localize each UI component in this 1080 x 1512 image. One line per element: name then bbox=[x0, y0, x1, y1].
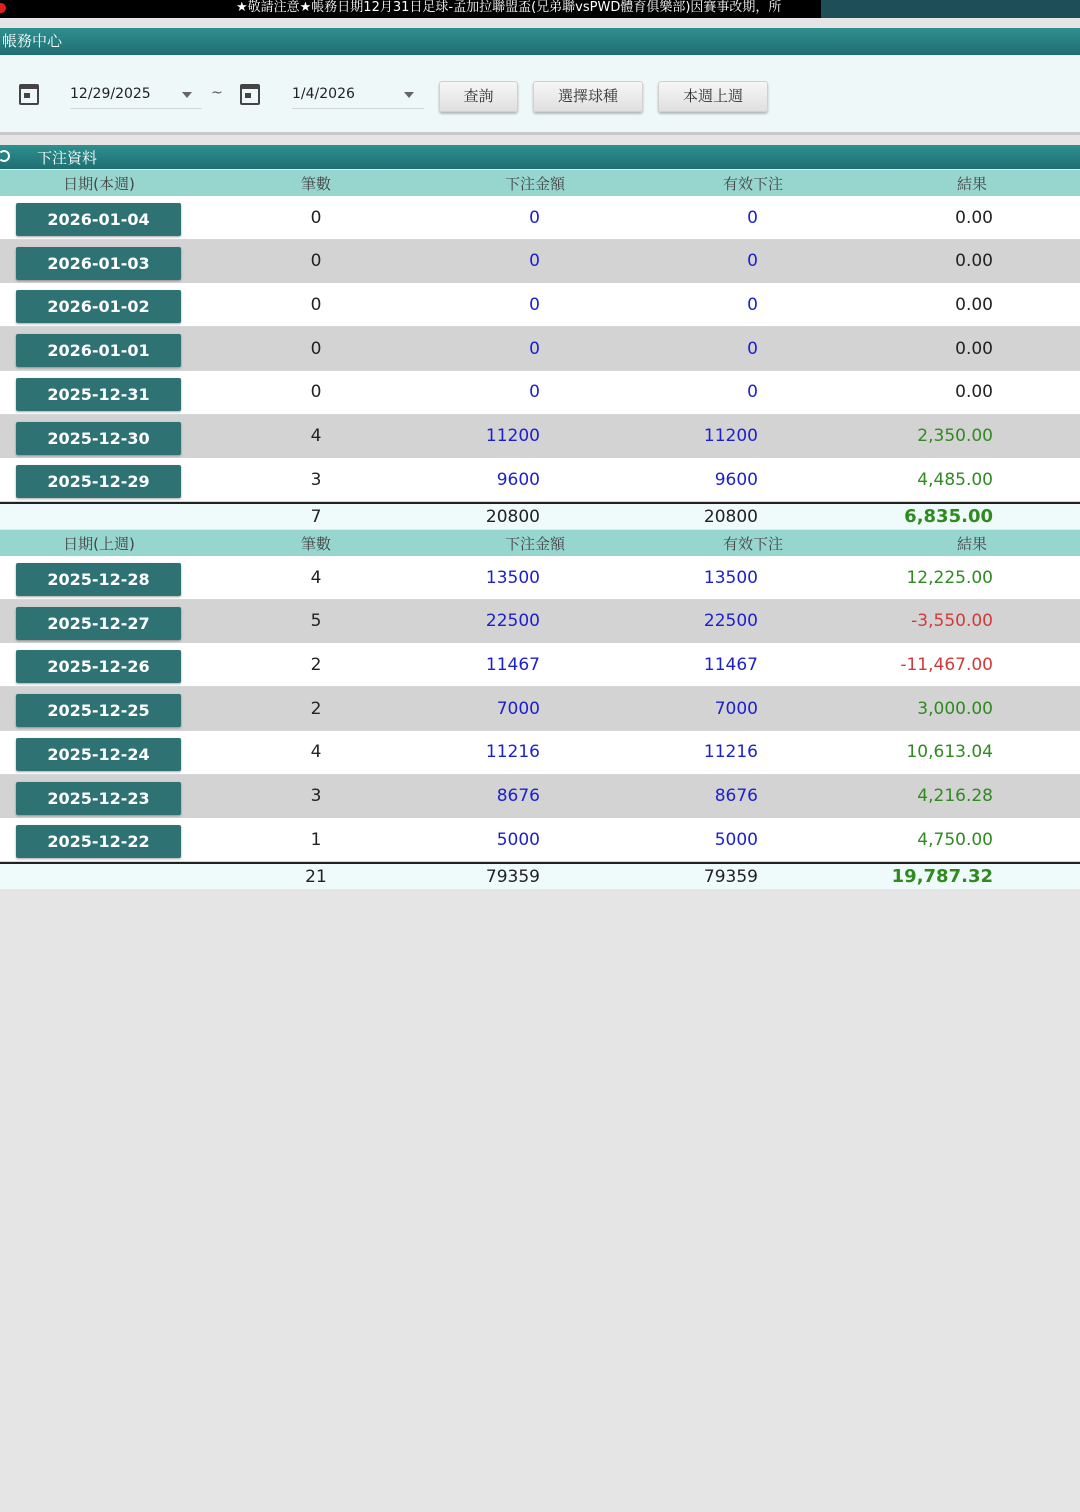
total-count: 7 bbox=[310, 506, 322, 527]
bet-amount: 0 bbox=[529, 207, 540, 228]
bet-count: 2 bbox=[310, 654, 322, 675]
date-button[interactable]: 2025-12-31 bbox=[16, 378, 181, 411]
bet-count: 1 bbox=[310, 829, 322, 850]
date-filter-panel bbox=[0, 55, 1080, 135]
result-value: 0.00 bbox=[955, 294, 993, 315]
table-row bbox=[0, 327, 1080, 371]
bet-count: 3 bbox=[310, 786, 322, 806]
bet-amount: 9600 bbox=[496, 469, 540, 490]
result-value: 10,613.04 bbox=[906, 742, 993, 763]
this-week-column-header bbox=[0, 170, 1080, 196]
col-count: 筆數 bbox=[300, 174, 331, 193]
bet-count: 0 bbox=[310, 207, 322, 228]
date-button[interactable]: 2025-12-23 bbox=[16, 782, 181, 815]
query-button[interactable]: 查詢 bbox=[439, 81, 518, 112]
valid-bet: 11200 bbox=[703, 426, 758, 446]
account-center-header: 帳務中心 bbox=[0, 28, 1080, 55]
col-result: 結果 bbox=[956, 534, 987, 553]
table-row bbox=[0, 731, 1080, 775]
result-value: 4,216.28 bbox=[917, 786, 993, 806]
valid-bet: 0 bbox=[747, 382, 758, 403]
result-value: 4,750.00 bbox=[917, 829, 993, 850]
chevron-down-icon[interactable] bbox=[182, 92, 192, 98]
bet-amount: 11216 bbox=[485, 742, 540, 763]
last-week-total-row bbox=[0, 862, 1080, 889]
ticker-text: ★敬請注意★帳務日期12月31日足球-孟加拉聯盟盃(兄弟聯vsPWD體育俱樂部)因賽事改期，所 bbox=[236, 0, 782, 15]
date-button[interactable]: 2025-12-29 bbox=[16, 465, 181, 498]
result-value: 2,350.00 bbox=[917, 426, 993, 446]
ticker-indicator-icon bbox=[0, 3, 6, 13]
valid-bet: 13500 bbox=[703, 567, 758, 588]
valid-bet: 7000 bbox=[714, 698, 758, 719]
total-valid: 20800 bbox=[703, 506, 758, 527]
table-row bbox=[0, 371, 1080, 415]
table-row bbox=[0, 240, 1080, 284]
end-date-value: 1/4/2026 bbox=[292, 86, 355, 102]
total-valid: 79359 bbox=[703, 866, 758, 887]
total-result: 6,835.00 bbox=[904, 506, 993, 527]
bets-section-title: 下注資料 bbox=[37, 149, 98, 167]
bet-count: 0 bbox=[310, 338, 322, 359]
date-button[interactable]: 2025-12-25 bbox=[16, 694, 181, 727]
calendar-icon[interactable] bbox=[19, 84, 39, 105]
last-week-column-header bbox=[0, 530, 1080, 556]
valid-bet: 0 bbox=[747, 207, 758, 228]
bet-amount: 13500 bbox=[485, 567, 540, 588]
valid-bet: 0 bbox=[747, 338, 758, 359]
valid-bet: 11216 bbox=[703, 742, 758, 763]
date-button[interactable]: 2025-12-24 bbox=[16, 738, 181, 771]
total-amount: 20800 bbox=[485, 506, 540, 527]
bet-count: 2 bbox=[310, 698, 322, 719]
date-button[interactable]: 2026-01-04 bbox=[16, 203, 181, 236]
total-count: 21 bbox=[305, 866, 327, 887]
bet-amount: 11467 bbox=[485, 654, 540, 675]
valid-bet: 9600 bbox=[714, 469, 758, 490]
start-date-value: 12/29/2025 bbox=[70, 86, 151, 102]
valid-bet: 8676 bbox=[714, 786, 758, 806]
bet-amount: 5000 bbox=[496, 829, 540, 850]
select-sport-button[interactable]: 選擇球種 bbox=[533, 81, 643, 112]
bets-section-header bbox=[0, 145, 1080, 169]
bet-amount: 0 bbox=[529, 251, 540, 272]
col-valid: 有效下注 bbox=[722, 534, 783, 553]
col-date: 日期(本週) bbox=[63, 174, 135, 193]
announcement-ticker bbox=[0, 0, 1080, 18]
table-row bbox=[0, 775, 1080, 819]
total-amount: 79359 bbox=[485, 866, 540, 887]
valid-bet: 0 bbox=[747, 294, 758, 315]
col-result: 結果 bbox=[956, 174, 987, 193]
bet-count: 4 bbox=[310, 426, 322, 446]
table-row bbox=[0, 556, 1080, 600]
col-amount: 下注金額 bbox=[504, 174, 565, 193]
bet-count: 4 bbox=[310, 567, 322, 588]
valid-bet: 0 bbox=[747, 251, 758, 272]
col-amount: 下注金額 bbox=[504, 534, 565, 553]
refresh-icon[interactable] bbox=[0, 150, 10, 162]
date-range-separator: ~ bbox=[211, 85, 223, 101]
result-value: 0.00 bbox=[955, 382, 993, 403]
bet-amount: 0 bbox=[529, 294, 540, 315]
week-toggle-button[interactable]: 本週上週 bbox=[658, 81, 768, 112]
result-value: 0.00 bbox=[955, 251, 993, 272]
end-date-field[interactable] bbox=[292, 83, 424, 109]
ticker-right-panel bbox=[821, 0, 1080, 18]
date-button[interactable]: 2026-01-02 bbox=[16, 290, 181, 323]
result-value: 0.00 bbox=[955, 338, 993, 359]
bet-amount: 22500 bbox=[485, 611, 540, 632]
bet-amount: 0 bbox=[529, 382, 540, 403]
table-row bbox=[0, 687, 1080, 731]
bet-amount: 11200 bbox=[485, 426, 540, 446]
bet-amount: 7000 bbox=[496, 698, 540, 719]
bet-count: 4 bbox=[310, 742, 322, 763]
bet-count: 0 bbox=[310, 251, 322, 272]
table-row bbox=[0, 196, 1080, 240]
result-value: -11,467.00 bbox=[900, 654, 993, 675]
valid-bet: 11467 bbox=[703, 654, 758, 675]
date-button[interactable]: 2025-12-22 bbox=[16, 825, 181, 858]
result-value: 12,225.00 bbox=[906, 567, 993, 588]
bet-amount: 0 bbox=[529, 338, 540, 359]
date-button[interactable]: 2025-12-27 bbox=[16, 607, 181, 640]
bet-count: 0 bbox=[310, 294, 322, 315]
start-date-field[interactable] bbox=[70, 83, 202, 109]
date-button[interactable]: 2025-12-30 bbox=[16, 422, 181, 455]
table-row bbox=[0, 818, 1080, 862]
col-valid: 有效下注 bbox=[722, 174, 783, 193]
result-value: -3,550.00 bbox=[911, 611, 993, 632]
chevron-down-icon[interactable] bbox=[404, 92, 414, 98]
table-row bbox=[0, 600, 1080, 644]
table-row bbox=[0, 643, 1080, 687]
bet-count: 5 bbox=[310, 611, 322, 632]
date-button[interactable]: 2026-01-03 bbox=[16, 247, 181, 280]
col-date: 日期(上週) bbox=[63, 534, 135, 553]
date-button[interactable]: 2025-12-26 bbox=[16, 650, 181, 683]
date-button[interactable]: 2025-12-28 bbox=[16, 563, 181, 596]
this-week-total-row bbox=[0, 502, 1080, 529]
bet-count: 0 bbox=[310, 382, 322, 403]
bet-count: 3 bbox=[310, 469, 322, 490]
table-row bbox=[0, 283, 1080, 327]
date-button[interactable]: 2026-01-01 bbox=[16, 334, 181, 367]
valid-bet: 5000 bbox=[714, 829, 758, 850]
calendar-icon[interactable] bbox=[240, 84, 260, 105]
total-result: 19,787.32 bbox=[891, 866, 993, 887]
bet-amount: 8676 bbox=[496, 786, 540, 806]
table-row bbox=[0, 415, 1080, 459]
result-value: 0.00 bbox=[955, 207, 993, 228]
result-value: 3,000.00 bbox=[917, 698, 993, 719]
col-count: 筆數 bbox=[300, 534, 331, 553]
table-row bbox=[0, 458, 1080, 502]
result-value: 4,485.00 bbox=[917, 469, 993, 490]
valid-bet: 22500 bbox=[703, 611, 758, 632]
